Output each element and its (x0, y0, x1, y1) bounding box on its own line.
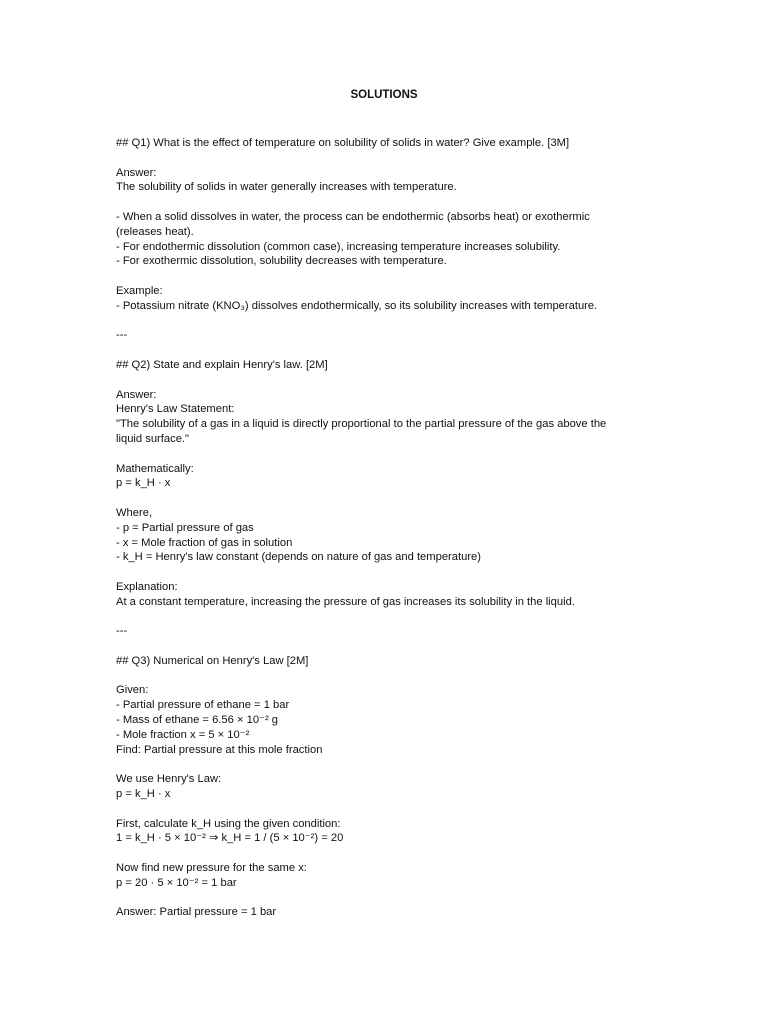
paragraph-gap (116, 343, 646, 358)
paragraph-gap (116, 757, 646, 772)
text-line: At a constant temperature, increasing the pressure of gas increases its solubility in the liquid. (116, 595, 575, 608)
text-line: --- (116, 329, 128, 342)
text-line: 1 = k_H · 5 × 10⁻² ⇒ k_H = 1 / (5 × 10⁻²) = 20 (116, 832, 344, 845)
text-line: ## Q3) Numerical on Henry's Law [2M] (116, 654, 309, 667)
text-line: ## Q1) What is the effect of temperature on solubility of solids in water? Give example. [3M] (116, 137, 570, 149)
text-line: Now find new pressure for the same x: (116, 862, 307, 875)
text-line: Answer: Partial pressure = 1 bar (116, 906, 277, 919)
paragraph-gap (116, 802, 646, 817)
text-line: - Mole fraction x = 5 × 10⁻² (116, 728, 250, 741)
text-line: (releases heat). (116, 225, 194, 238)
paragraph-gap (116, 373, 646, 388)
text-line: - Mass of ethane = 6.56 × 10⁻² g (116, 714, 279, 727)
text-line: - x = Mole fraction of gas in solution (116, 536, 293, 549)
text-line: - Potassium nitrate (KNO₃) dissolves endothermically, so its solubility increases with temperature. (116, 299, 598, 312)
text-line: Explanation: (116, 580, 178, 593)
text-line: - k_H = Henry's law constant (depends on nature of gas and temperature) (116, 551, 481, 564)
text-line: The solubility of solids in water generally increases with temperature. (116, 181, 457, 194)
document-title: SOLUTIONS (350, 89, 418, 101)
document-body (116, 136, 646, 920)
paragraph-gap (116, 269, 646, 284)
text-line: Example: (116, 284, 163, 297)
paragraph-gap (116, 891, 646, 906)
paragraph-gap (116, 846, 646, 861)
paragraph-gap (116, 195, 646, 210)
text-line: p = k_H · x (116, 477, 171, 490)
text-line: Answer: (116, 388, 157, 401)
text-line: We use Henry's Law: (116, 773, 222, 786)
text-line: --- (116, 625, 128, 638)
paragraph-gap (116, 565, 646, 580)
text-line: - For exothermic dissolution, solubility decreases with temperature. (116, 255, 447, 268)
text-line: p = 20 · 5 × 10⁻² = 1 bar (116, 876, 237, 889)
text-line: Mathematically: (116, 462, 194, 475)
text-line: First, calculate k_H using the given condition: (116, 817, 341, 830)
text-line: "The solubility of a gas in a liquid is directly proportional to the partial pressure of the gas above the (116, 418, 607, 431)
paragraph-gap (116, 447, 646, 462)
text-line: Where, (116, 506, 153, 519)
text-line: - p = Partial pressure of gas (116, 521, 254, 534)
paragraph-gap (116, 151, 646, 166)
paragraph-gap (116, 639, 646, 654)
text-line: Henry's Law Statement: (116, 403, 235, 416)
paragraph-gap (116, 491, 646, 506)
paragraph-gap (116, 669, 646, 684)
text-line: p = k_H · x (116, 788, 171, 801)
text-line: - When a solid dissolves in water, the process can be endothermic (absorbs heat) or exothermic (116, 210, 590, 223)
text-line: - For endothermic dissolution (common case), increasing temperature increases solubility. (116, 240, 561, 253)
text-line: Given: (116, 684, 149, 697)
text-line: Find: Partial pressure at this mole fraction (116, 743, 323, 756)
text-line: ## Q2) State and explain Henry's law. [2M] (116, 358, 328, 371)
text-line: Answer: (116, 166, 157, 179)
text-line: - Partial pressure of ethane = 1 bar (116, 699, 290, 712)
text-line: liquid surface." (116, 432, 189, 445)
paragraph-gap (116, 314, 646, 329)
paragraph-gap (116, 610, 646, 625)
